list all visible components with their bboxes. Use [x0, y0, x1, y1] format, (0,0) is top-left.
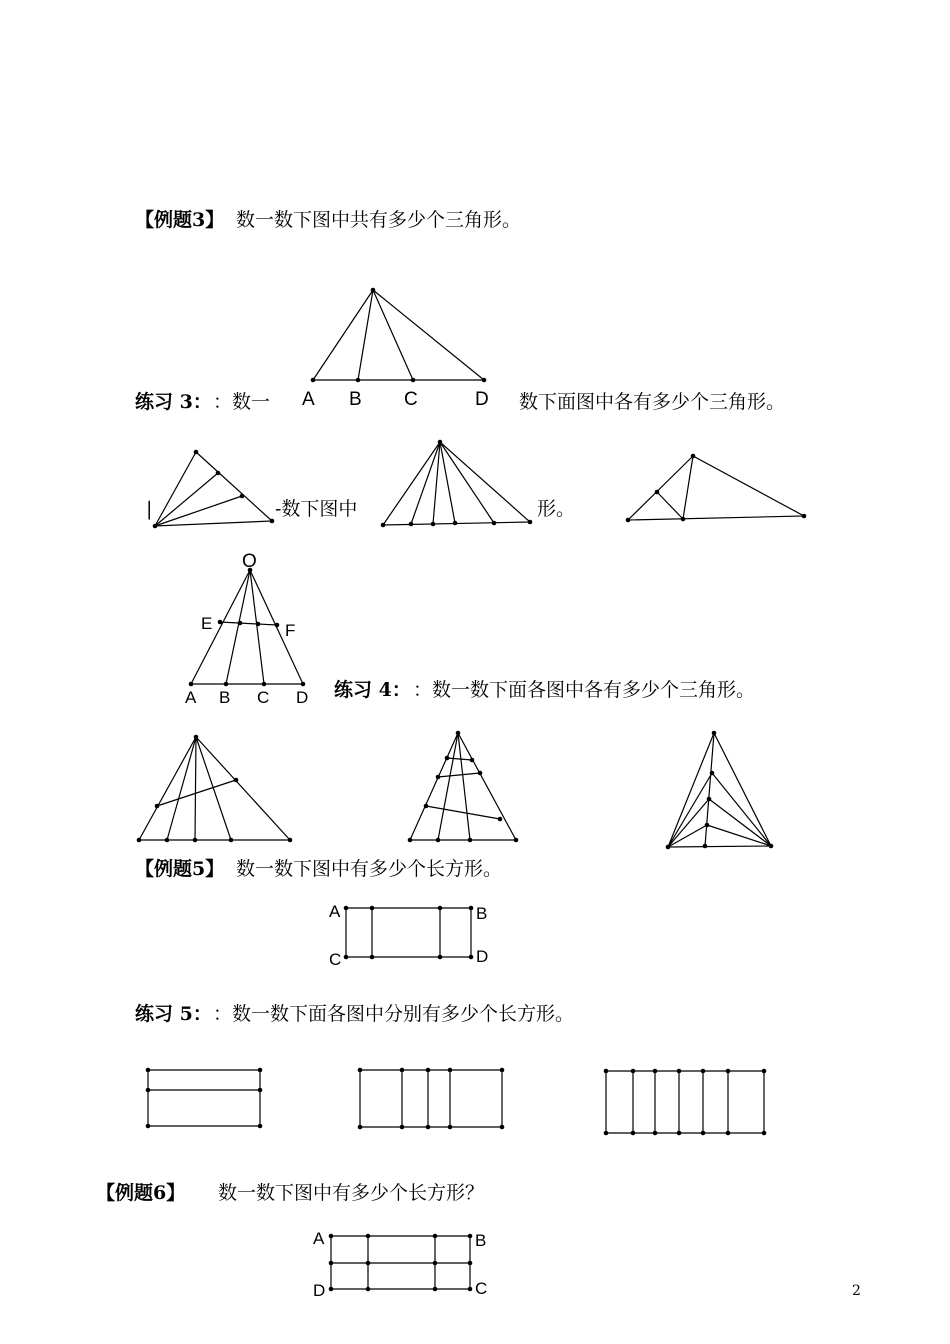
example3-label-b: B — [349, 389, 362, 410]
example6-label-b: B — [475, 1231, 487, 1250]
example5-question: 数一数下图中有多少个长方形。 — [236, 858, 503, 880]
fig4-label-a: A — [185, 688, 197, 707]
example6-label-c: C — [475, 1279, 488, 1298]
fig4-label-f: F — [285, 621, 296, 640]
example6-label-d: D — [313, 1281, 326, 1300]
example5-label-a: A — [329, 902, 341, 921]
fig4-label-o: O — [242, 551, 257, 572]
example3-question: 数一数下图中共有多少个三角形。 — [236, 209, 522, 231]
example5-label-c: C — [329, 950, 342, 969]
practice3-text-a: ：数一 — [213, 391, 271, 413]
practice3-bar-mark: | — [146, 498, 153, 520]
practice3-text-b: 数下面图中各有多少个三角形。 — [519, 391, 786, 413]
page-number: 2 — [852, 1283, 861, 1299]
example3-label-d: D — [475, 389, 489, 410]
practice3-tag: 练习 3： — [135, 391, 212, 413]
example5-tag: 【例题5】 — [135, 858, 225, 880]
practice3-overlap-b: 形。 — [537, 498, 576, 520]
fig4-label-e: E — [201, 614, 213, 633]
practice5-tag: 练习 5： — [135, 1003, 212, 1025]
fig4-label-b: B — [219, 688, 231, 707]
example5-label-b: B — [476, 904, 488, 923]
example3-label-c: C — [404, 389, 418, 410]
example6-label-a: A — [313, 1229, 325, 1248]
example3-label-a: A — [302, 389, 315, 410]
example6-question: 数一数下图中有多少个长方形？ — [218, 1182, 485, 1204]
fig4-label-d: D — [296, 688, 309, 707]
practice5-text: ：数一数下面各图中分别有多少个长方形。 — [213, 1003, 575, 1025]
fig4-label-c: C — [257, 688, 270, 707]
example6-tag: 【例题6】 — [96, 1182, 186, 1204]
example5-label-d: D — [476, 947, 489, 966]
practice4-text: ：数一数下面各图中各有多少个三角形。 — [413, 679, 756, 701]
example3-tag: 【例题3】 — [135, 209, 225, 231]
practice3-overlap-a: -数下图中 — [275, 498, 358, 520]
practice4-tag: 练习 4： — [334, 679, 411, 701]
